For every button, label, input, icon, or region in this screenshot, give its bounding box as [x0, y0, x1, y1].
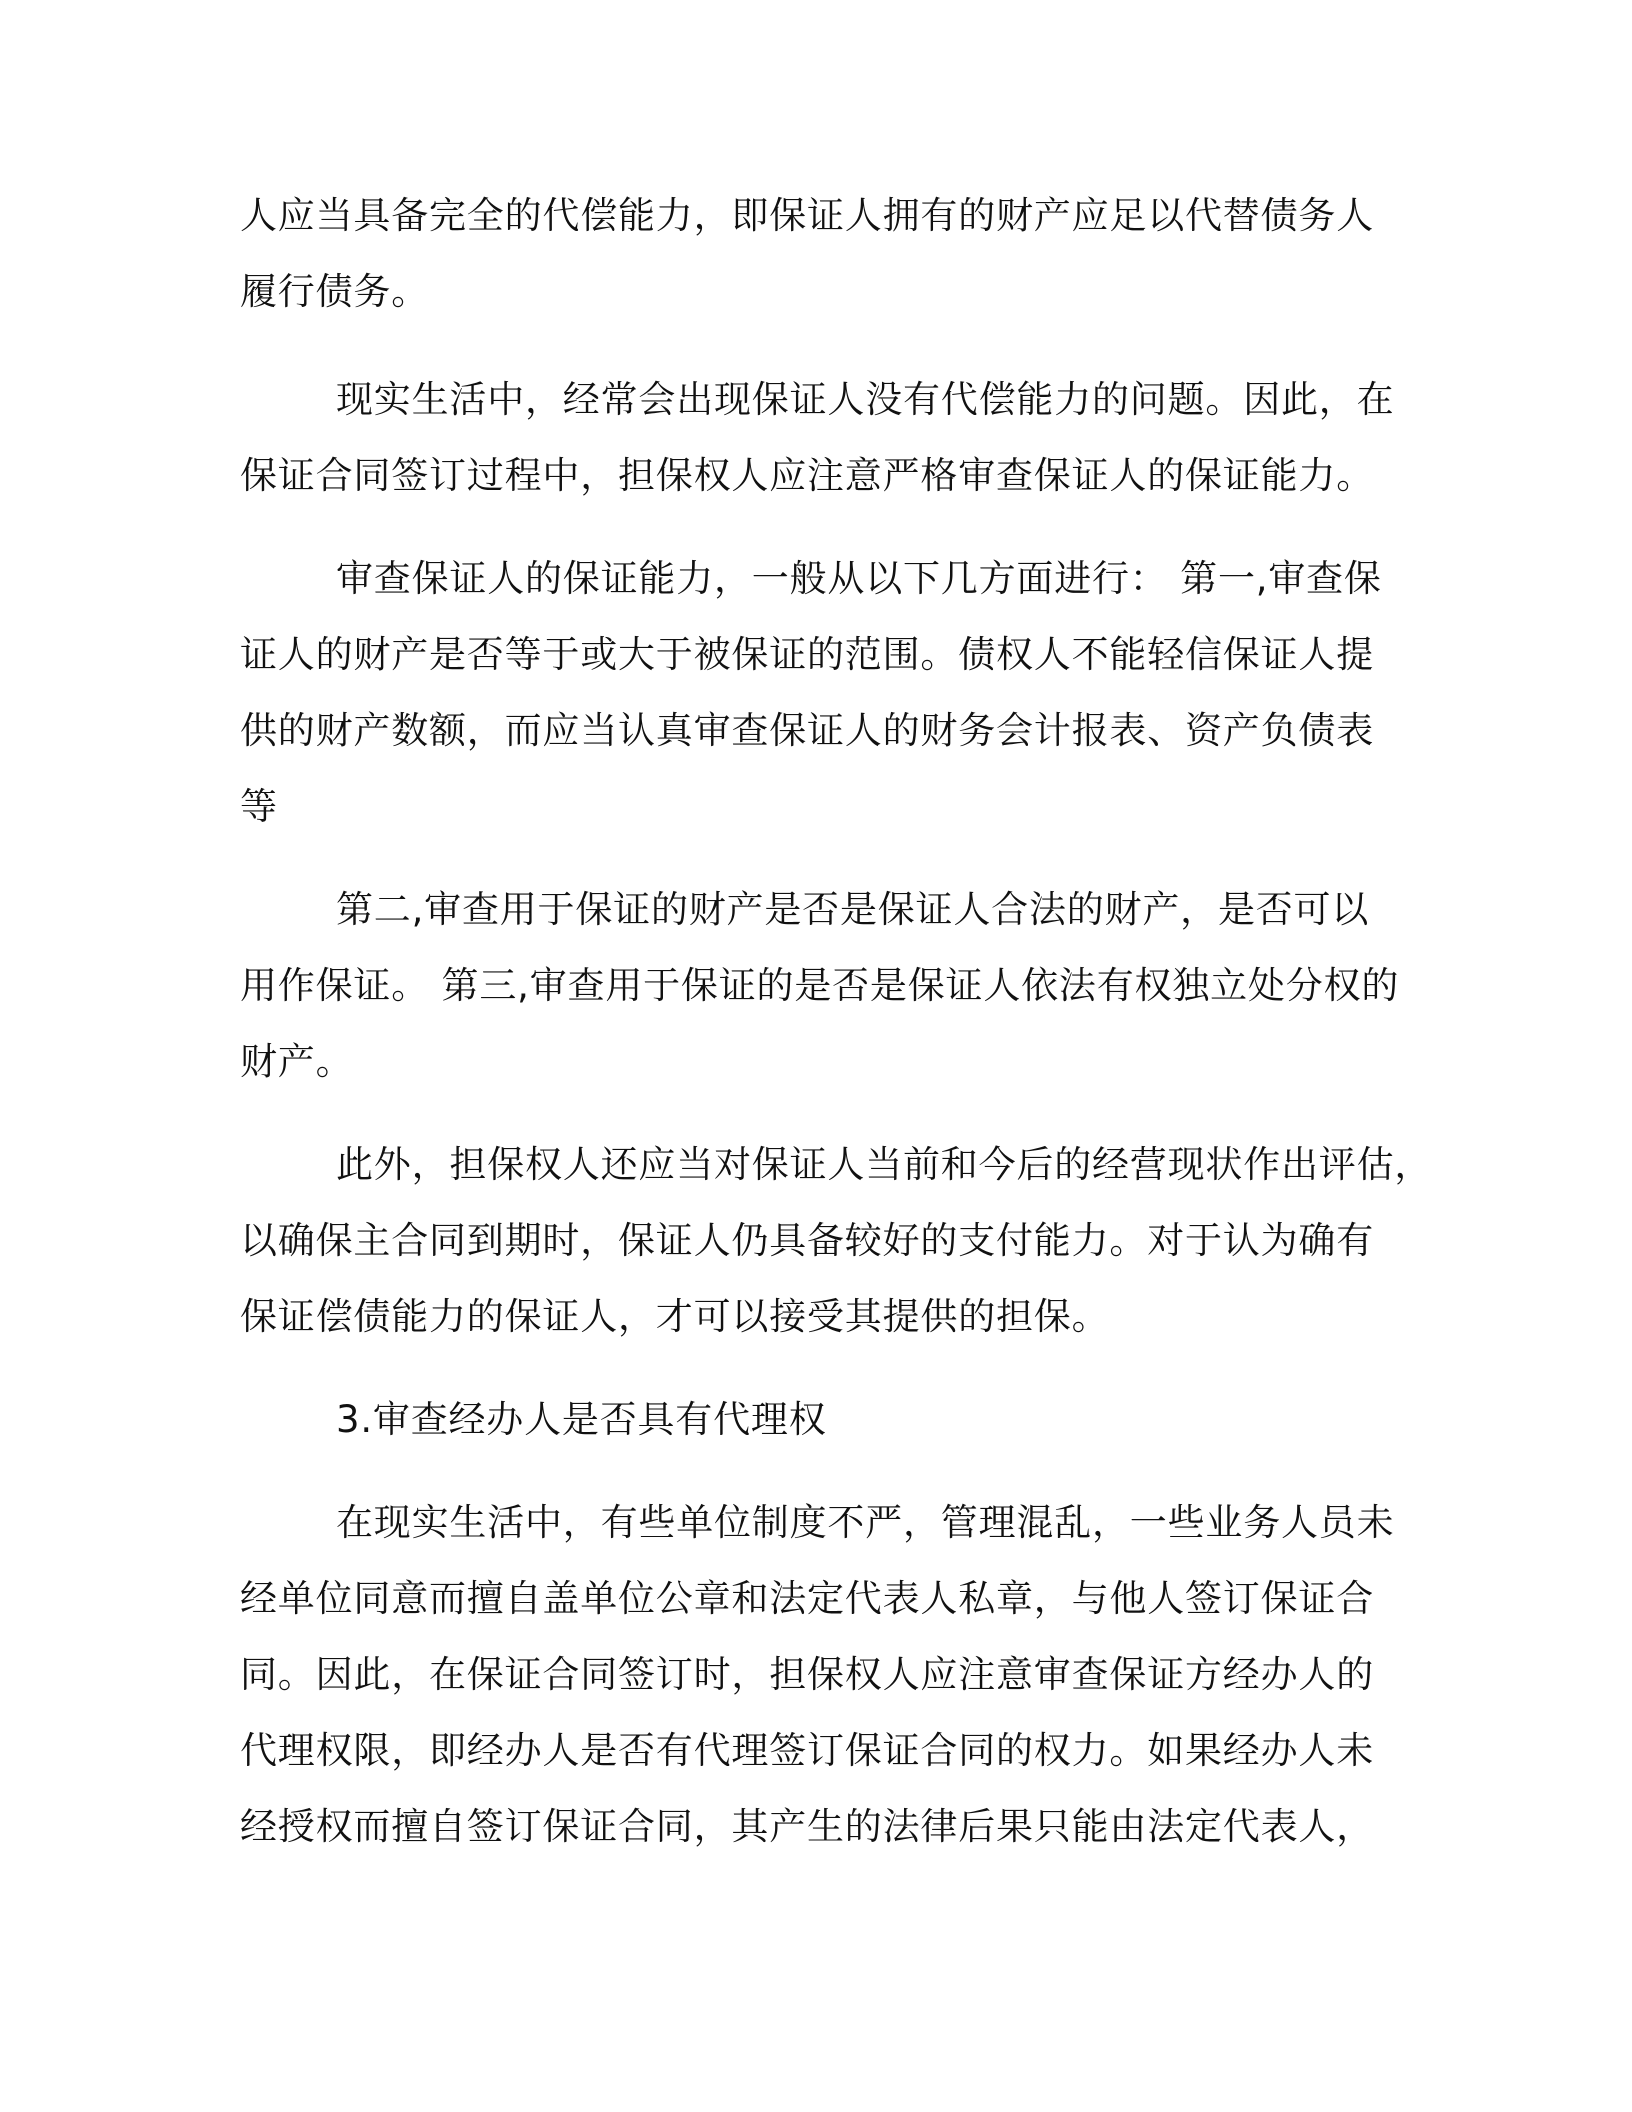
- section-heading: 3.审查经办人是否具有代理权: [336, 1398, 827, 1441]
- paragraph-line: 经授权而擅自签订保证合同，其产生的法律后果只能由法定代表人，: [240, 1805, 1374, 1848]
- paragraph-line: 财产。: [240, 1040, 354, 1083]
- paragraph-line: 等: [240, 785, 278, 828]
- paragraph-line: 证人的财产是否等于或大于被保证的范围。债权人不能轻信保证人提: [240, 633, 1374, 676]
- paragraph-line: 供的财产数额，而应当认真审查保证人的财务会计报表、资产负债表: [240, 709, 1374, 752]
- paragraph-line: 现实生活中，经常会出现保证人没有代偿能力的问题。因此，在: [336, 378, 1395, 421]
- paragraph-line: 以确保主合同到期时，保证人仍具备较好的支付能力。对于认为确有: [240, 1219, 1374, 1262]
- paragraph-line: 人应当具备完全的代偿能力，即保证人拥有的财产应足以代替债务人: [240, 194, 1374, 237]
- paragraph-line: 保证偿债能力的保证人，才可以接受其提供的担保。: [240, 1295, 1110, 1338]
- paragraph-line: 第二,审查用于保证的财产是否是保证人合法的财产，是否可以: [336, 888, 1370, 931]
- paragraph-line: 在现实生活中，有些单位制度不严，管理混乱，一些业务人员未: [336, 1501, 1395, 1544]
- paragraph-line: 经单位同意而擅自盖单位公章和法定代表人私章，与他人签订保证合: [240, 1577, 1374, 1620]
- paragraph-line: 代理权限，即经办人是否有代理签订保证合同的权力。如果经办人未: [240, 1729, 1374, 1772]
- paragraph-line: 履行债务。: [240, 270, 429, 313]
- paragraph-line: 用作保证。 第三,审查用于保证的是否是保证人依法有权独立处分权的: [240, 964, 1400, 1007]
- paragraph-line: 同。因此，在保证合同签订时，担保权人应注意审查保证方经办人的: [240, 1653, 1374, 1696]
- paragraph-line: 审查保证人的保证能力，一般从以下几方面进行： 第一,审查保: [336, 557, 1382, 600]
- paragraph-line: 保证合同签订过程中，担保权人应注意严格审查保证人的保证能力。: [240, 454, 1374, 497]
- paragraph-line: 此外，担保权人还应当对保证人当前和今后的经营现状作出评估，: [336, 1143, 1433, 1186]
